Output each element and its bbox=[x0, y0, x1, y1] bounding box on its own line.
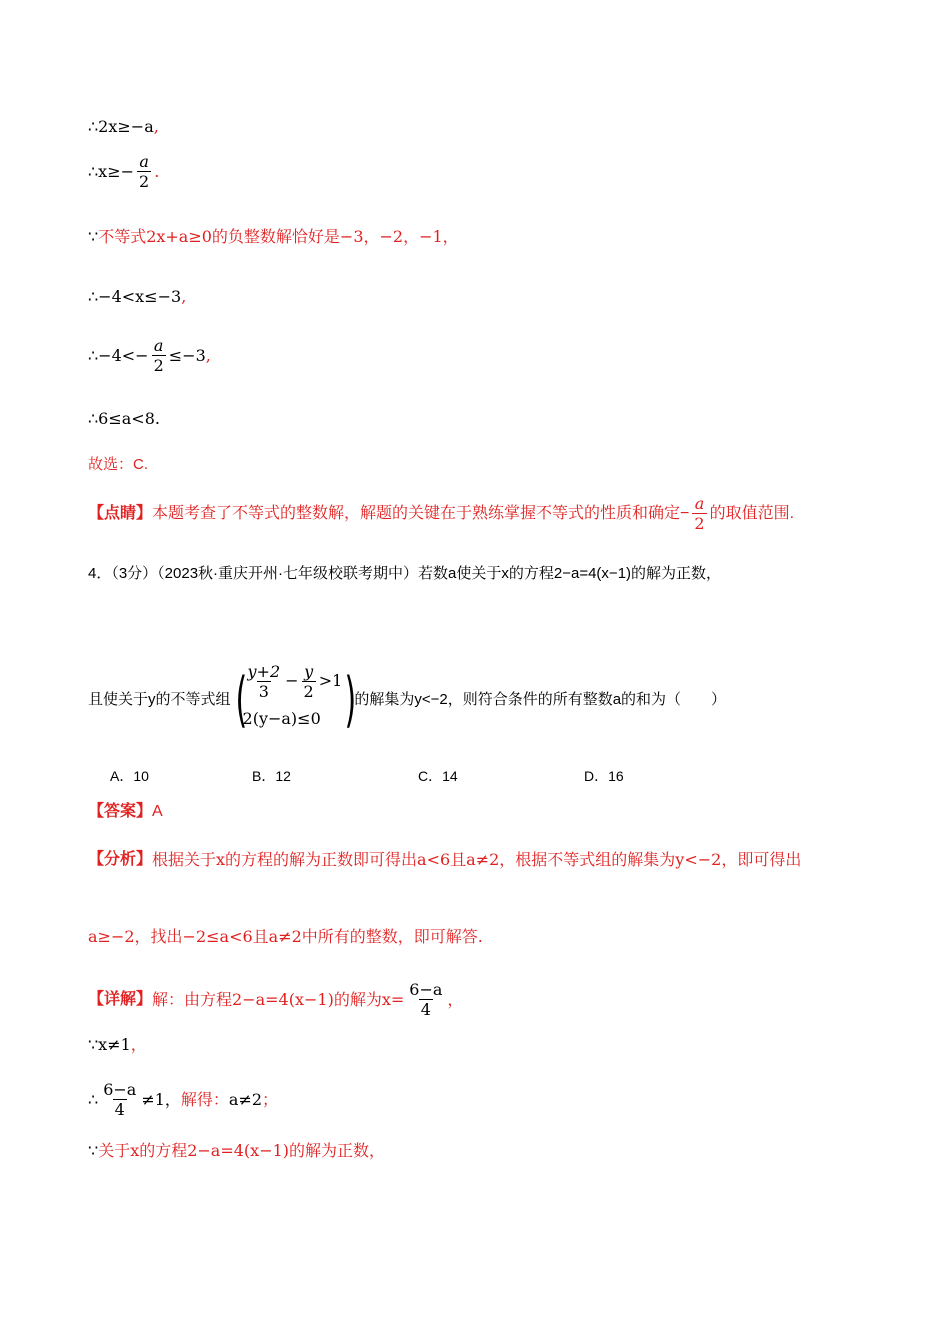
numerator: y bbox=[304, 661, 314, 681]
answer-line bbox=[88, 801, 163, 823]
punct: . bbox=[154, 161, 160, 181]
math-text: 关于x的方程2−a=4(x−1)的解为正数， bbox=[98, 1141, 386, 1160]
question-4-line-1: 4．（3分）（2023秋·重庆开州·七年级校联考期中）若数a使关于x的方程2−a=4(x−1)的解为正数， bbox=[88, 565, 722, 582]
detail-text: 解：由方程2−a=4(x−1)的解为x= bbox=[152, 989, 405, 1009]
analysis-text: 根据关于x的方程的解为正数即可得出a<6且a≠2，根据不等式组的解集为y<−2，即可得出 bbox=[152, 850, 802, 869]
analysis-line-2: a≥−2，找出−2≤a<6且a≠2中所有的整数，即可解答. bbox=[88, 927, 483, 946]
denominator: 4 bbox=[114, 1100, 125, 1119]
math-text: 2(y−a)≤0 bbox=[242, 709, 321, 728]
denominator: 4 bbox=[420, 1000, 431, 1019]
denominator: 3 bbox=[258, 681, 269, 701]
numerator: 6−a bbox=[409, 980, 443, 999]
because-symbol: ∵ bbox=[88, 1141, 99, 1160]
step-line-4 bbox=[88, 286, 186, 308]
fraction bbox=[407, 980, 444, 1019]
fraction bbox=[152, 336, 166, 375]
question-text: 且使关于y的不等式组 bbox=[88, 691, 231, 708]
answer-tag: 【答案】 bbox=[88, 803, 153, 820]
left-brace: ( bbox=[235, 665, 247, 735]
math-text: ∴6≤a<8 bbox=[88, 409, 155, 428]
numerator: 6−a bbox=[103, 1080, 137, 1099]
fraction bbox=[137, 152, 151, 191]
math-text: >1 bbox=[318, 671, 343, 690]
option-a[interactable]: A．10 bbox=[110, 768, 149, 784]
inequality-system bbox=[233, 661, 357, 738]
question-text: 的解集为y<−2，则符合条件的所有整数a的和为（ ） bbox=[354, 691, 727, 708]
detail-step-1 bbox=[88, 1034, 147, 1056]
step-line-3 bbox=[88, 226, 459, 248]
punct: . bbox=[154, 409, 160, 428]
math-text: 不等式2x+a≥0的负整数解恰好是−3，−2，−1， bbox=[98, 227, 459, 246]
step-line-1 bbox=[88, 116, 159, 138]
answer-value: A bbox=[152, 803, 163, 820]
punct: , bbox=[153, 117, 159, 136]
math-text: ∵x≠1 bbox=[88, 1035, 131, 1054]
punct: ； bbox=[262, 1089, 279, 1109]
step-line-5 bbox=[88, 336, 211, 375]
question-4-line-2 bbox=[88, 662, 726, 738]
denominator: 2 bbox=[139, 172, 150, 191]
punct: , bbox=[181, 287, 187, 306]
review-tag: 【点睛】 bbox=[88, 504, 153, 522]
punct: ， bbox=[130, 1035, 147, 1054]
math-text: ∴x≥− bbox=[88, 161, 135, 181]
fraction bbox=[101, 1080, 138, 1119]
math-text: ≠1， bbox=[141, 1089, 181, 1109]
because-symbol: ∵ bbox=[88, 227, 99, 246]
math-text: a≠2 bbox=[228, 1089, 263, 1109]
detail-tag: 【详解】 bbox=[88, 990, 153, 1008]
math-text: ∴2x≥−a bbox=[88, 117, 154, 136]
option-d[interactable]: D．16 bbox=[584, 768, 624, 784]
review-tail: 的取值范围. bbox=[709, 504, 795, 522]
denominator: 2 bbox=[694, 514, 705, 533]
review-text: 本题考查了不等式的整数解，解题的关键在于熟练掌握不等式的性质和确定− bbox=[152, 504, 690, 522]
numerator: a bbox=[153, 336, 164, 355]
step-line-2 bbox=[88, 152, 159, 191]
math-text: ≤−3 bbox=[168, 345, 206, 365]
math-text: ∴−4<− bbox=[88, 345, 149, 365]
detail-line bbox=[88, 980, 463, 1019]
numerator: y+2 bbox=[247, 661, 281, 681]
punct: ， bbox=[447, 989, 464, 1009]
review-line bbox=[88, 494, 794, 533]
option-b[interactable]: B．12 bbox=[252, 768, 291, 784]
solve-label: 解得： bbox=[180, 1089, 229, 1109]
detail-step-2 bbox=[88, 1080, 278, 1119]
option-c[interactable]: C．14 bbox=[418, 768, 458, 784]
numerator: a bbox=[139, 152, 149, 171]
analysis-line-1 bbox=[88, 849, 801, 871]
denominator: 2 bbox=[153, 356, 164, 375]
analysis-tag: 【分析】 bbox=[88, 851, 153, 868]
choice-line: 故选：C. bbox=[88, 456, 149, 473]
fraction bbox=[692, 494, 706, 533]
therefore-symbol: ∴ bbox=[88, 1089, 99, 1109]
detail-step-3 bbox=[88, 1140, 385, 1162]
math-text: − bbox=[285, 671, 299, 690]
punct: , bbox=[205, 345, 211, 365]
step-line-6 bbox=[88, 408, 160, 430]
right-brace: ) bbox=[344, 665, 357, 735]
math-text: ∴−4<x≤−3 bbox=[88, 287, 182, 306]
numerator: a bbox=[694, 494, 705, 513]
denominator: 2 bbox=[303, 681, 314, 701]
